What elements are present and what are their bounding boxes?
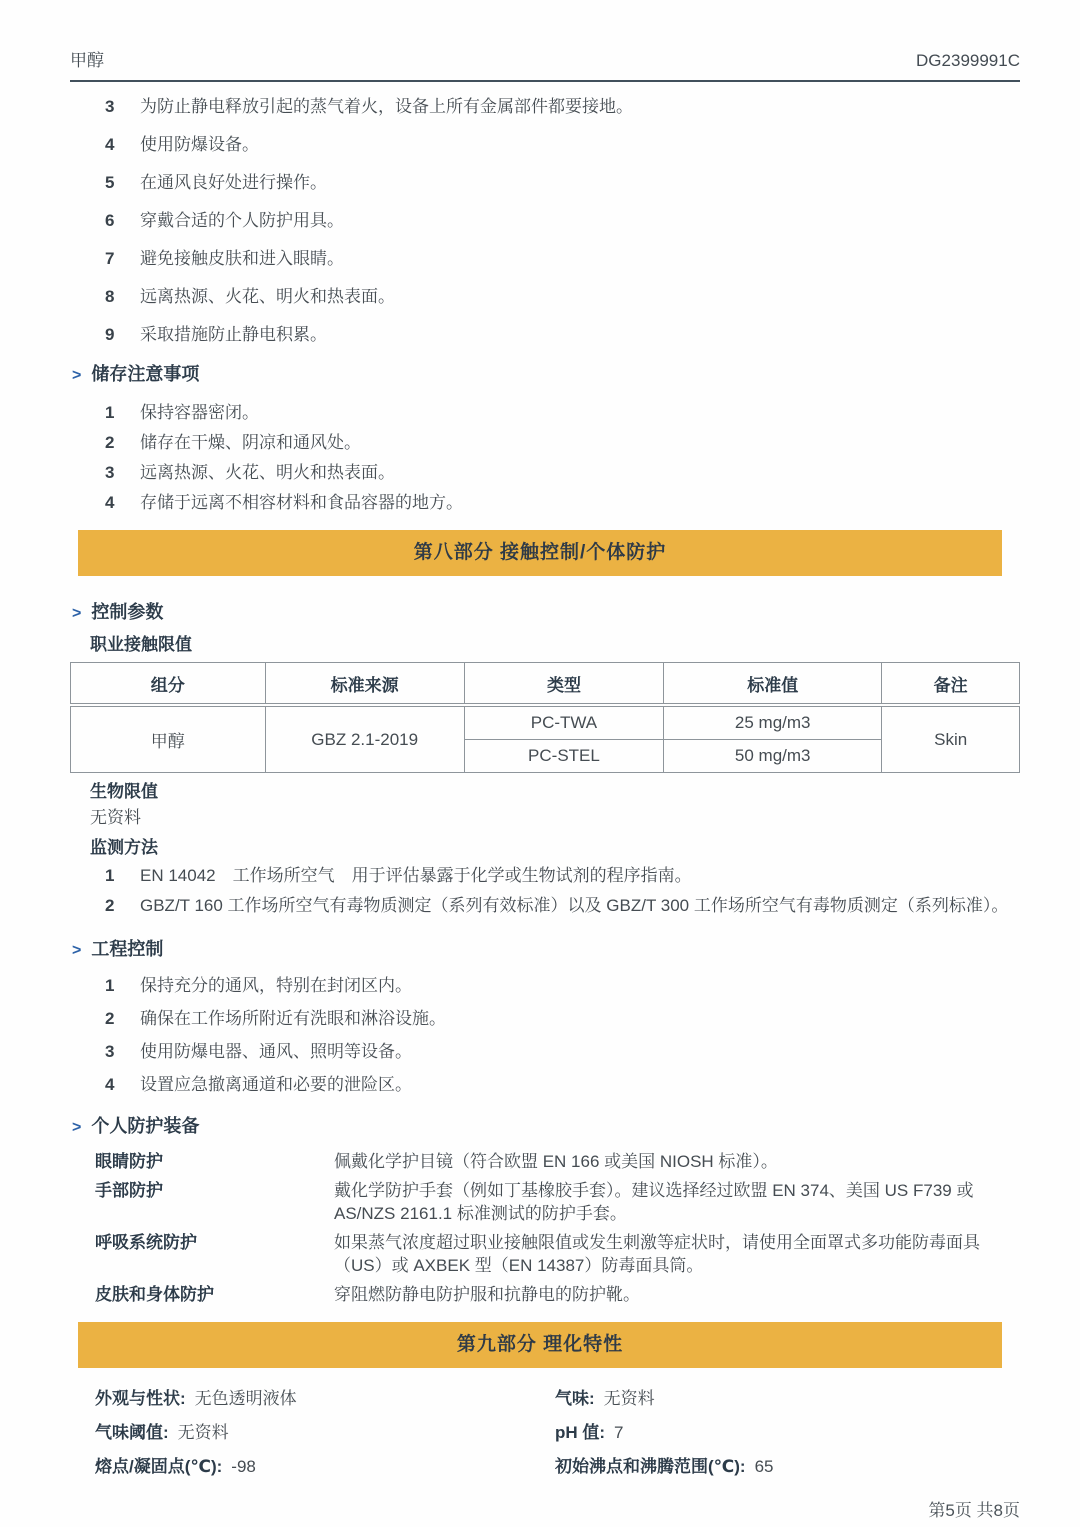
list-item <box>70 324 1020 346</box>
item-number: 2 <box>105 1009 115 1028</box>
storage-precautions-heading <box>72 362 1020 388</box>
item-number: 1 <box>105 976 115 995</box>
list-item <box>70 1074 1020 1096</box>
item-number: 3 <box>105 97 115 116</box>
item-text: 采取措施防止静电积累。 <box>140 325 327 344</box>
item-text: GBZ/T 160 工作场所空气有毒物质测定（系列有效标准）以及 GBZ/T 300 工作场所空气有毒物质测定（系列标准）。 <box>140 896 1009 915</box>
section-8-banner: 第八部分 接触控制/个体防护 <box>78 530 1002 576</box>
item-text: 为防止静电释放引起的蒸气着火，设备上所有金属部件都要接地。 <box>140 97 633 116</box>
item-text: 避免接触皮肤和进入眼睛。 <box>140 249 344 268</box>
list-item <box>70 865 1020 887</box>
section-title: 工程控制 <box>91 939 164 959</box>
col-header-note: 备注 <box>882 663 1020 706</box>
property-label: 气味: <box>555 1389 595 1408</box>
item-number: 3 <box>105 463 115 482</box>
cell-type: PC-TWA <box>464 705 663 740</box>
item-number: 4 <box>105 493 115 512</box>
property-label: 气味阈值: <box>95 1423 169 1442</box>
col-header-component: 组分 <box>71 663 266 706</box>
item-text: EN 14042 工作场所空气 用于评估暴露于化学或生物试剂的程序指南。 <box>140 866 692 885</box>
item-text: 穿戴合适的个人防护用具。 <box>140 211 344 230</box>
table-header-row <box>71 663 1020 706</box>
item-text: 远离热源、火花、明火和热表面。 <box>140 287 395 306</box>
list-item <box>70 895 1020 917</box>
list-item <box>70 286 1020 308</box>
col-header-value: 标准值 <box>664 663 882 706</box>
cell-note: Skin <box>882 705 1020 773</box>
cell-value: 50 mg/m3 <box>664 740 882 773</box>
control-parameters-heading <box>72 600 1020 626</box>
item-text: 远离热源、火花、明火和热表面。 <box>140 463 395 482</box>
chevron-right-icon: > <box>72 605 82 622</box>
oel-label: 职业接触限值 <box>90 635 192 654</box>
physical-properties-grid <box>95 1388 1020 1478</box>
col-header-type: 类型 <box>464 663 663 706</box>
header-doc-number: DG2399991C <box>916 51 1020 70</box>
property-value: 7 <box>614 1423 624 1442</box>
page-footer <box>70 1496 1020 1521</box>
cell-component: 甲醇 <box>71 705 266 773</box>
chevron-right-icon: > <box>72 367 82 384</box>
list-item <box>70 134 1020 156</box>
cell-value: 25 mg/m3 <box>664 705 882 740</box>
list-item <box>70 1041 1020 1063</box>
section-9-banner: 第九部分 理化特性 <box>78 1322 1002 1368</box>
item-number: 1 <box>105 403 115 422</box>
property-value: 无资料 <box>177 1423 229 1442</box>
property-label: 初始沸点和沸腾范围(℃): <box>555 1457 746 1476</box>
section-title: 个人防护装备 <box>91 1116 200 1136</box>
monitoring-methods-list <box>70 865 1020 917</box>
ppe-row-label: 手部防护 <box>95 1181 163 1200</box>
list-item <box>70 210 1020 232</box>
col-header-source: 标准来源 <box>265 663 464 706</box>
handling-precautions-list <box>70 96 1020 346</box>
property-value: 65 <box>754 1457 774 1476</box>
list-item <box>70 432 1020 454</box>
list-item <box>70 96 1020 118</box>
item-number: 6 <box>105 211 115 230</box>
item-text: 存储于远离不相容材料和食品容器的地方。 <box>140 493 463 512</box>
list-item <box>70 462 1020 484</box>
property-item <box>555 1388 1020 1410</box>
list-item <box>70 172 1020 194</box>
section-title: 控制参数 <box>91 602 164 622</box>
item-number: 2 <box>105 433 115 452</box>
page-header <box>70 46 1020 82</box>
item-number: 4 <box>105 135 115 154</box>
list-item <box>70 402 1020 424</box>
item-number: 8 <box>105 287 115 306</box>
property-item <box>555 1422 1020 1444</box>
item-text: 保持充分的通风，特别在封闭区内。 <box>140 976 412 995</box>
section-title: 储存注意事项 <box>91 364 200 384</box>
list-item <box>70 492 1020 514</box>
ppe-row-value: 穿阻燃防静电防护服和抗静电的防护靴。 <box>334 1285 640 1304</box>
item-number: 9 <box>105 325 115 344</box>
property-label: pH 值: <box>555 1423 606 1442</box>
header-product-name: 甲醇 <box>70 51 104 70</box>
ppe-table <box>95 1150 1020 1306</box>
property-item <box>95 1388 555 1410</box>
property-label: 熔点/凝固点(℃): <box>95 1457 223 1476</box>
cell-type: PC-STEL <box>464 740 663 773</box>
chevron-right-icon: > <box>72 1119 82 1136</box>
ppe-row-value: 如果蒸气浓度超过职业接触限值或发生刺激等症状时，请使用全面罩式多功能防毒面具（US）或 AXBEK 型（EN 14387）防毒面具筒。 <box>334 1233 980 1275</box>
ppe-row-label: 皮肤和身体防护 <box>95 1285 214 1304</box>
list-item <box>70 248 1020 270</box>
property-label: 外观与性状: <box>95 1389 186 1408</box>
cell-source: GBZ 2.1-2019 <box>265 705 464 773</box>
list-item <box>70 975 1020 997</box>
property-item <box>95 1456 555 1478</box>
ppe-heading <box>72 1114 1020 1140</box>
property-item <box>95 1422 555 1444</box>
list-item <box>70 1008 1020 1030</box>
table-row <box>71 705 1020 740</box>
item-number: 4 <box>105 1075 115 1094</box>
page-number: 第5页 共8页 <box>928 1501 1020 1520</box>
item-number: 7 <box>105 249 115 268</box>
item-number: 5 <box>105 173 115 192</box>
item-number: 1 <box>105 866 115 885</box>
property-item <box>555 1456 1020 1478</box>
bio-limit-value: 无资料 <box>90 808 141 827</box>
engineering-controls-list <box>70 975 1020 1096</box>
property-value: -98 <box>231 1457 256 1476</box>
item-text: 确保在工作场所附近有洗眼和淋浴设施。 <box>140 1009 446 1028</box>
ppe-row-value: 佩戴化学护目镜（符合欧盟 EN 166 或美国 NIOSH 标准）。 <box>334 1152 778 1171</box>
item-text: 使用防爆电器、通风、照明等设备。 <box>140 1042 412 1061</box>
item-number: 2 <box>105 896 115 915</box>
engineering-controls-heading <box>72 937 1020 963</box>
chevron-right-icon: > <box>72 942 82 959</box>
occupational-exposure-limit-table <box>70 662 1020 773</box>
ppe-row-value: 戴化学防护手套（例如丁基橡胶手套）。建议选择经过欧盟 EN 374、美国 US F739 或 AS/NZS 2161.1 标准测试的防护手套。 <box>334 1181 974 1223</box>
ppe-row-label: 眼睛防护 <box>95 1152 163 1171</box>
item-text: 设置应急撤离通道和必要的泄险区。 <box>140 1075 412 1094</box>
property-value: 无色透明液体 <box>194 1389 297 1408</box>
bio-limit-label: 生物限值 <box>90 782 158 801</box>
item-text: 保持容器密闭。 <box>140 403 259 422</box>
storage-precautions-list <box>70 402 1020 514</box>
monitoring-methods-label: 监测方法 <box>90 838 158 857</box>
item-number: 3 <box>105 1042 115 1061</box>
item-text: 使用防爆设备。 <box>140 135 259 154</box>
property-value: 无资料 <box>603 1389 655 1408</box>
item-text: 在通风良好处进行操作。 <box>140 173 327 192</box>
ppe-row-label: 呼吸系统防护 <box>95 1233 197 1252</box>
item-text: 储存在干燥、阴凉和通风处。 <box>140 433 361 452</box>
